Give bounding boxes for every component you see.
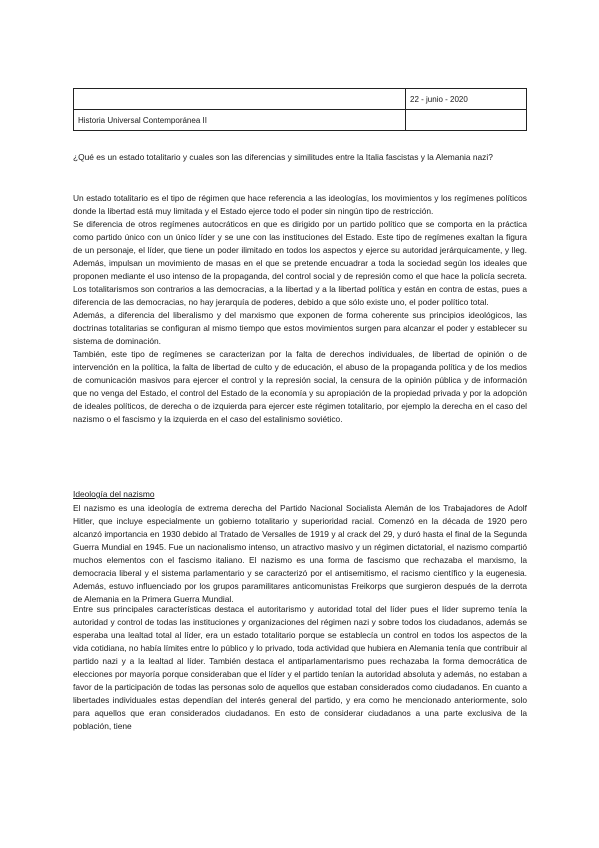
- header-cell-empty: [74, 89, 406, 110]
- header-cell-empty-2: [406, 110, 527, 131]
- paragraph: Entre sus principales características destaca el autoritarismo y autoridad total del líder pues el líder supremo tenía la autoridad y control de todas las instituciones y organizaciones del régimen nazi y sobre todos los ciudadanos, además se esperaba una lealtad total al líder, era un estado totalitario porque se establecía un control en todos los aspectos de la vida cotidiana, no había límites entre lo público y lo privado, toda actividad que hubiera en Alemania tenía que contribuir al partido nazi y a la lealtad al líder. También destaca el antiparlamentarismo pues rechazaba la forma democrática de elecciones por mayoría porque consideraban que el líder y el partido tenían la autoridad absoluta y además, no estaban a favor de la participación de todas las personas solo de aquellos que estaban considerados como ciudadanos. En cuanto a libertades individuales estas dependían del interés general del partido, y era como he mencionado anteriormente, solo para aquellos que eran considerados ciudadanos. En esto de considerar ciudadanos a una parte exclusiva de la población, tiene: [73, 604, 527, 731]
- header-row-date: [74, 89, 527, 110]
- section-nazism-ideology: [73, 502, 527, 606]
- header-date: 22 - junio - 2020: [406, 89, 527, 110]
- section-characteristics: [73, 603, 527, 733]
- paragraph: Un estado totalitario es el tipo de régimen que hace referencia a las ideologías, los movimientos y los regímenes políticos donde la libertad está muy limitada y el Estado ejerce todo el poder sin ningún tipo de restricción.: [73, 193, 527, 216]
- section-heading: Ideología del nazismo: [73, 489, 155, 499]
- paragraph: Además, a diferencia del liberalismo y del marxismo que exponen de forma coherente sus principios ideológicos, las doctrinas totalitarias se configuran al mismo tiempo que estos movimientos surgen para alcanzar el poder y establecer su sistema de dominación.: [73, 310, 527, 346]
- header-row-course: [74, 110, 527, 131]
- header-course: Historia Universal Contemporánea II: [74, 110, 406, 131]
- essay-question: [73, 151, 527, 164]
- paragraph: También, este tipo de regímenes se caracterizan por la falta de derechos individuales, de libertad de opinión o de intervención en la política, la falta de libertad de culto y de educación, el abuso de la propaganda política y de los medios de comunicación masivos para ejercer el control y la represión social, la censura de la opinión pública y de información que no venga del Estado, el control del Estado de la economía y su apropiación de la propiedad privada y por la adopción de ideales políticos, de derecha o de izquierda para ejercer este régimen totalitario, por ejemplo la derecha en el caso del nazismo o el fascismo y la izquierda en el caso del estalinismo soviético.: [73, 349, 527, 424]
- section-totalitarian-state: [73, 192, 527, 426]
- paragraph: El nazismo es una ideología de extrema derecha del Partido Nacional Socialista Alemán de los Trabajadores de Adolf Hitler, que incluye especialmente un gobierno totalitario y superioridad racial. Comenzó en la década de 1920 pero alcanzó importancia en 1930 debido al Tratado de Versalles de 1919 y al crack del 29, y duró hasta el final de la Segunda Guerra Mundial en 1945. Fue un nacionalismo intenso, un atractivo masivo y un régimen dictatorial, el nazismo compartió muchos elementos con el fascismo italiano. El nazismo es una forma de fascismo que rechazaba el marxismo, la democracia liberal y el sistema parlamentario y se caracterizó por el antisemitismo, el racismo científico y la eugenesia. Además, estuvo influenciado por los grupos paramilitares anticomunistas Freikorps que surgieron después de la derrota de Alemania en la Primera Guerra Mundial.: [73, 503, 527, 604]
- paragraph: Se diferencia de otros regímenes autocráticos en que es dirigido por un partido político que se comporta en la práctica como partido único con un único líder y se une con las instituciones del Estado. Este tipo de regímenes exaltan la figura de un personaje, el líder, que tiene un poder ilimitado en todos los aspectos y ejerce su autoridad jerárquicamente, y lleg. Además, impulsan un movimiento de masas en el que se pretende encuadrar a toda la sociedad según los ideales que proponen mediante el uso intenso de la propaganda, del control social y de represión como el que hace la policía secreta. Los totalitarismos son contrarios a las democracias, a la libertad y a la libertad política y están en contra de estas, pues a diferencia de las democracias, no hay jerarquía de poderes, debido a que sólo existe uno, el poder político total.: [73, 219, 527, 307]
- header-table: [73, 88, 527, 131]
- question-text: ¿Qué es un estado totalitario y cuales son las diferencias y similitudes entre la Italia fascistas y la Alemania nazi?: [73, 152, 493, 162]
